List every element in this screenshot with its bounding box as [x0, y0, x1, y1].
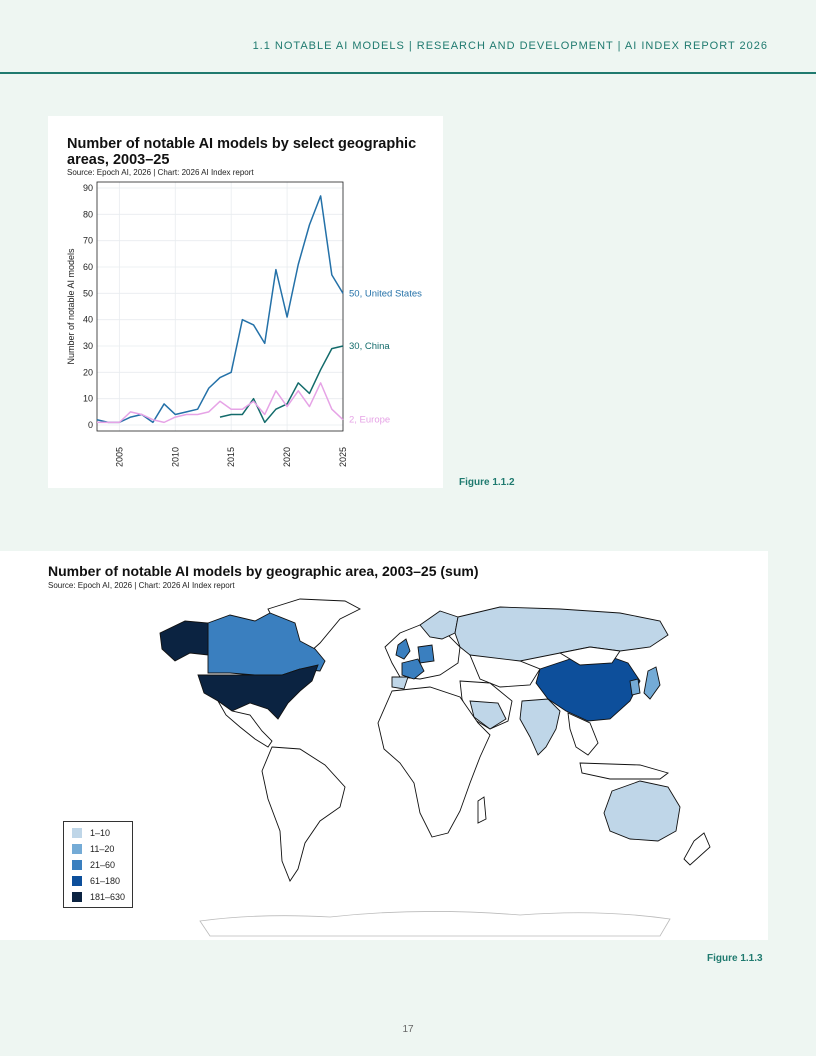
x-tick-label: 2015 — [226, 446, 237, 468]
y-tick-label: 10 — [82, 393, 93, 404]
legend-swatch — [72, 892, 82, 902]
country-south-korea — [630, 679, 640, 695]
antarctica — [200, 911, 670, 936]
legend-item — [64, 857, 132, 873]
legend-label: 61–180 — [90, 876, 121, 886]
legend-swatch — [72, 876, 82, 886]
x-tick-label: 2025 — [338, 446, 348, 468]
legend-item — [64, 889, 132, 905]
legend-swatch — [72, 828, 82, 838]
page-header — [0, 0, 816, 74]
country-japan — [644, 667, 660, 699]
south-america — [262, 747, 345, 881]
plot-frame — [97, 182, 343, 431]
x-tick-label: 2020 — [282, 446, 293, 468]
country-australia — [604, 781, 680, 841]
madagascar — [478, 797, 486, 823]
y-tick-label: 50 — [82, 288, 93, 299]
legend-item — [64, 825, 132, 841]
country-alaska — [160, 621, 208, 661]
y-tick-label: 0 — [87, 420, 93, 430]
country-india — [520, 699, 560, 755]
legend-item — [64, 841, 132, 857]
page-number: 17 — [402, 1024, 414, 1035]
line-chart — [48, 116, 443, 488]
y-axis-label: Number of notable AI models — [66, 248, 76, 365]
line-chart-card — [48, 116, 443, 488]
legend-label: 11–20 — [90, 844, 115, 854]
y-tick-label: 40 — [82, 314, 93, 325]
series-line-china — [220, 346, 343, 422]
map-card — [0, 551, 768, 940]
country-russia — [455, 607, 668, 663]
x-tick-label: 2005 — [114, 446, 125, 468]
line-chart-source: Source: Epoch AI, 2026 | Chart: 2026 AI Index report — [67, 168, 254, 177]
indonesia — [580, 763, 668, 779]
new-zealand — [684, 833, 710, 865]
country-spain — [392, 677, 408, 689]
map-legend — [63, 821, 133, 908]
y-tick-label: 30 — [82, 341, 93, 351]
series-line-united-states — [97, 196, 343, 422]
country-germany — [418, 645, 434, 663]
figure-1-1-2-label: Figure 1.1.2 — [459, 477, 515, 488]
series-end-label: 30, China — [349, 341, 390, 352]
series-end-label: 50, United States — [349, 288, 422, 300]
legend-item — [64, 873, 132, 889]
legend-swatch — [72, 860, 82, 870]
legend-label: 1–10 — [90, 828, 111, 838]
header-text: 1.1 NOTABLE AI MODELS | RESEARCH AND DEVELOPMENT | AI INDEX REPORT 2026 — [252, 40, 768, 52]
legend-label: 21–60 — [90, 860, 116, 870]
series-end-label: 2, Europe — [349, 414, 391, 426]
map-title: Number of notable AI models by geographic area, 2003–25 (sum) — [48, 563, 479, 579]
x-tick-label: 2010 — [170, 446, 181, 468]
y-tick-label: 60 — [82, 262, 93, 272]
legend-swatch — [72, 844, 82, 854]
y-tick-label: 70 — [82, 235, 93, 246]
line-chart-title: Number of notable AI models by select geographic areas, 2003–25 — [67, 136, 417, 168]
map-source: Source: Epoch AI, 2026 | Chart: 2026 AI Index report — [48, 581, 235, 590]
y-tick-label: 90 — [82, 183, 93, 193]
legend-label: 181–630 — [90, 892, 126, 902]
y-tick-label: 20 — [82, 367, 93, 378]
y-tick-label: 80 — [82, 209, 93, 220]
figure-1-1-3-label: Figure 1.1.3 — [707, 953, 763, 964]
